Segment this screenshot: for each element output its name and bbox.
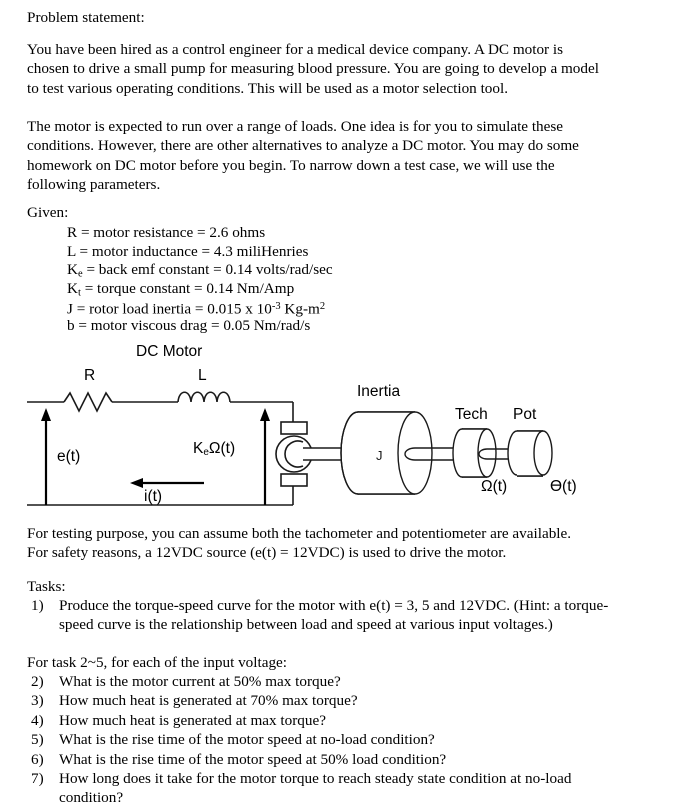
- task-number: 3): [31, 692, 44, 710]
- back-emf-label-prefix: K: [193, 440, 204, 457]
- source-arrow-head: [41, 408, 51, 421]
- task-number: 7): [31, 770, 44, 788]
- given-text: = motor viscous drag = 0.05 Nm/rad/s: [74, 317, 311, 334]
- dc-motor-schematic: [0, 336, 694, 522]
- given-symbol: R: [67, 224, 78, 241]
- source-voltage-label: e(t): [57, 448, 81, 465]
- task-text: What is the rise time of the motor speed at no-load condition?: [59, 731, 435, 749]
- current-label: i(t): [144, 488, 163, 505]
- given-symbol: J: [67, 300, 73, 318]
- motor-bottom-brush: [281, 474, 307, 486]
- inertia-j-symbol: J: [376, 448, 383, 463]
- given-symbol: K: [67, 279, 78, 297]
- tach-cylinder-front-face: [478, 429, 496, 477]
- given-symbol: b: [67, 317, 75, 334]
- given-symbol: L: [67, 242, 76, 260]
- task-text: How long does it take for the motor torque to reach steady state condition at no-load condition?: [59, 770, 572, 807]
- task-text: What is the rise time of the motor speed at 50% load condition?: [59, 750, 447, 768]
- tasks-list-group-one: [27, 596, 617, 635]
- potentiometer-label: Pot: [513, 406, 537, 423]
- diagram-title: DC Motor: [136, 343, 203, 360]
- inertia-cylinder-front-face: [398, 412, 432, 494]
- resistor-symbol: [64, 393, 112, 411]
- given-text: = rotor load inertia = 0.015 x 10: [72, 300, 272, 318]
- task-item: [27, 596, 617, 635]
- given-exponent: -3: [271, 301, 281, 313]
- given-item-b: [67, 317, 310, 336]
- problem-statement-heading: Problem statement:: [27, 9, 145, 26]
- tasks-intro-two: For task 2~5, for each of the input voltage:: [27, 654, 288, 671]
- current-arrow-head: [130, 478, 143, 488]
- task-item: [27, 691, 617, 710]
- given-text: = back emf constant = 0.14 volts/rad/sec: [82, 261, 333, 279]
- given-text-after: Kg-m: [280, 300, 320, 318]
- task-text: Produce the torque-speed curve for the motor with e(t) = 3, 5 and 12VDC. (Hint: a torque-speed curve is the relationship between load and speed at various input voltages.): [59, 597, 609, 634]
- pot-cylinder-front-face: [534, 431, 552, 475]
- inductor-symbol: [178, 392, 230, 402]
- task-item: [27, 711, 617, 730]
- back-emf-arrow-head: [260, 408, 270, 421]
- task-number: 4): [31, 711, 44, 729]
- task-text: What is the motor current at 50% max torque?: [59, 673, 341, 690]
- post-diagram-line-2: For safety reasons, a 12VDC source (e(t) = 12VDC) is used to drive the motor.: [27, 544, 507, 561]
- task-number: 1): [31, 597, 44, 614]
- task-number: 5): [31, 731, 44, 749]
- tachometer-label: Tech: [455, 406, 488, 423]
- back-emf-label-suffix: Ω(t): [208, 440, 236, 457]
- task-number: 6): [31, 750, 44, 768]
- given-label: Given:: [27, 204, 69, 221]
- resistor-label: R: [84, 367, 96, 384]
- theta-output-label: Ө(t): [550, 478, 577, 495]
- given-text: = motor resistance = 2.6 ohms: [77, 224, 266, 241]
- given-symbol: K: [67, 261, 78, 279]
- given-symbol-subscript: t: [77, 287, 81, 299]
- task-item: [27, 750, 617, 769]
- omega-output-label: Ω(t): [481, 478, 508, 495]
- schematic-drawing: [0, 336, 694, 522]
- given-item-R: [67, 224, 265, 243]
- given-item-L: [67, 243, 308, 262]
- given-exponent-2: 2: [319, 301, 326, 313]
- intro-paragraph-2: The motor is expected to run over a range of loads. One idea is for you to simulate these conditions. However, there are other alternatives to analyze a DC motor. You may do some homework on DC motor before you begin. To narrow down a test case, we will use the following parameters.: [27, 118, 579, 194]
- given-symbol-subscript: e: [77, 268, 83, 280]
- given-text: = torque constant = 0.14 Nm/Amp: [80, 279, 295, 297]
- motor-top-brush: [281, 422, 307, 434]
- task-text: How much heat is generated at 70% max torque?: [59, 692, 358, 710]
- tasks-label: Tasks:: [27, 578, 66, 595]
- task-item: [27, 769, 617, 808]
- task-item: [27, 672, 617, 691]
- post-diagram-line-1: For testing purpose, you can assume both the tachometer and potentiometer are available.: [27, 525, 572, 542]
- task-item: [27, 730, 617, 749]
- intro-paragraph-1: You have been hired as a control engineer for a medical device company. A DC motor is chosen to drive a small pump for measuring blood pressure. You are going to develop a model to test various operating conditions. This will be used as a motor selection tool.: [27, 41, 599, 97]
- task-number: 2): [31, 673, 44, 690]
- tasks-list-group-two: [27, 672, 617, 808]
- inertia-label: Inertia: [357, 383, 401, 400]
- back-emf-label-subscript: e: [203, 447, 209, 459]
- task-text: How much heat is generated at max torque?: [59, 711, 326, 729]
- given-text: = motor inductance = 4.3 miliHenries: [75, 242, 309, 260]
- inductor-label: L: [198, 367, 207, 384]
